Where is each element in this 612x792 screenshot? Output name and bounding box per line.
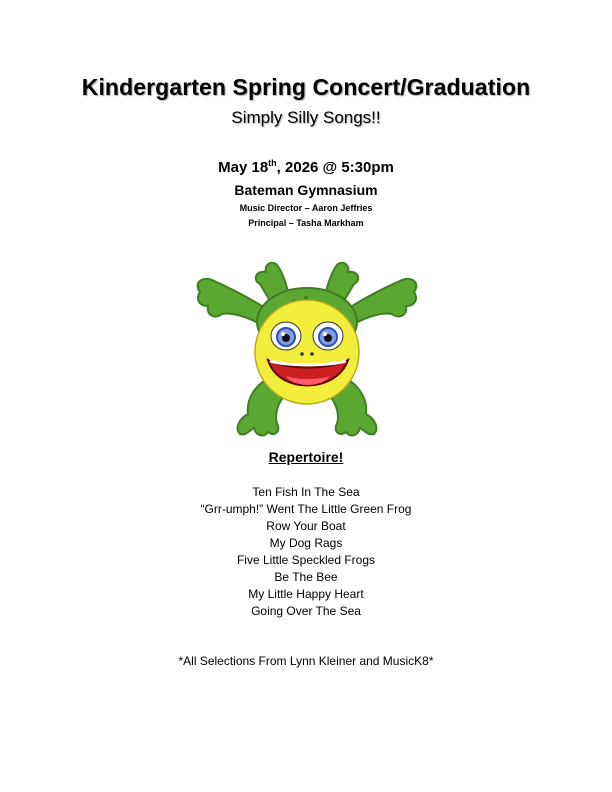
music-director: Music Director – Aaron Jeffries [239,203,373,213]
event-venue: Bateman Gymnasium [234,182,378,198]
list-item: Five Little Speckled Frogs [236,553,376,567]
event-date-suffix: th [268,158,277,168]
list-item: My Little Happy Heart [248,587,364,601]
principal: Principal – Tasha Markham [248,218,364,228]
page-title: Kindergarten Spring Concert/Graduation [81,74,531,100]
list-item: Be The Bee [274,570,338,584]
list-item: “Grr-umph!” Went The Little Green Frog [200,502,412,516]
selections-note: *All Selections From Lynn Kleiner and MusicK8* [178,654,434,668]
list-item: My Dog Rags [269,536,343,550]
song-list [0,484,612,620]
frog-icon [190,258,424,448]
repertoire-heading: Repertoire! [268,449,344,465]
event-date-day: May 18 [218,159,269,176]
list-item: Row Your Boat [266,519,346,533]
list-item: Going Over The Sea [251,604,361,618]
event-date-time: , 2026 @ 5:30pm [276,159,394,176]
list-item: Ten Fish In The Sea [252,485,360,499]
event-date [0,159,612,176]
page-subtitle: Simply Silly Songs!! [231,108,381,127]
